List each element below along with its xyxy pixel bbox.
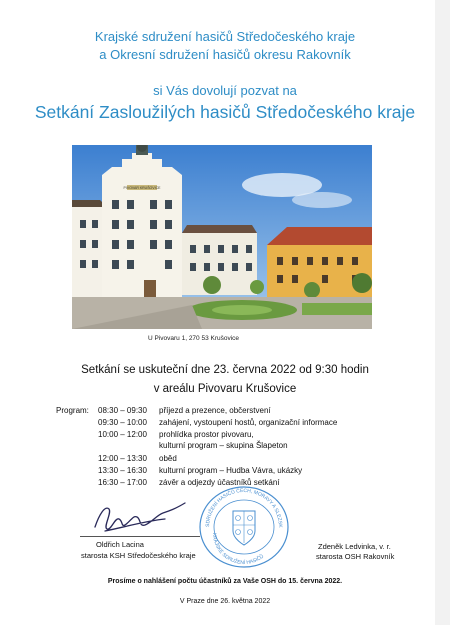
- program-desc: kulturní program – Hudba Vávra, ukázky: [159, 466, 303, 475]
- program-row: [98, 418, 388, 427]
- program-time: 10:00 – 12:00: [98, 430, 147, 439]
- program-row: [98, 466, 388, 475]
- document-date: V Praze dne 26. května 2022: [179, 598, 271, 605]
- program-time: 08:30 – 09:30: [98, 406, 147, 415]
- svg-text:SDRUŽENÍ HASIČŮ ČECH, MORAVY A: [197, 485, 283, 528]
- organizer-line-2: a Okresní sdružení hasičů okresu Rakovník: [99, 47, 351, 62]
- program-time: 13:30 – 16:30: [98, 466, 147, 475]
- program-row: [98, 406, 388, 415]
- signature-line: [80, 536, 200, 537]
- program-desc: závěr a odjezdy účastníků setkání: [159, 478, 280, 487]
- program-desc: kulturní program – skupina Šlapeton: [159, 441, 288, 450]
- program-row: [98, 454, 388, 463]
- signature-image: [85, 497, 200, 537]
- event-title: Setkání Zasloužilých hasičů Středočeského kraje: [34, 102, 416, 122]
- program-desc: zahájení, vystoupení hostů, organizační informace: [159, 418, 338, 427]
- photo-caption: U Pivovaru 1, 270 53 Krušovice: [148, 335, 240, 342]
- program-desc: prohlídka prostor pivovaru,: [159, 430, 254, 439]
- brewery-photo: [72, 145, 372, 329]
- event-venue-line: v areálu Pivovaru Krušovice: [153, 383, 297, 395]
- left-signatory-name: Oldřich Lacina: [96, 540, 144, 549]
- registration-note: Prosíme o nahlášení počtu účastníků za Vaše OSH do 15. června 2022.: [107, 578, 343, 585]
- program-row: [98, 430, 388, 439]
- organizer-line-1: Krajské sdružení hasičů Středočeského kraje: [94, 29, 356, 44]
- stamp-text-top: SDRUŽENÍ HASIČŮ ČECH, MORAVY A SLEZSK: [204, 487, 284, 528]
- svg-text:KRAJSKÉ SDRUŽENÍ HASIČŮ: [211, 533, 265, 566]
- program-desc: příjezd a prezence, občerstvení: [159, 406, 271, 415]
- program-desc: oběd: [159, 454, 177, 463]
- stamp-text-bottom: KRAJSKÉ SDRUŽENÍ HASIČŮ: [210, 532, 266, 567]
- invite-text: si Vás dovolují pozvat na: [153, 83, 297, 98]
- official-stamp: [197, 485, 291, 570]
- right-signatory-name: Zdeněk Ledvinka, v. r.: [318, 542, 391, 551]
- event-date-line: Setkání se uskuteční dne 23. června 2022 od 9:30 hodin: [81, 364, 369, 376]
- left-signatory-role: starosta KSH Středočeského kraje: [81, 551, 196, 560]
- program-time: 12:00 – 13:30: [98, 454, 147, 463]
- right-signatory-role: starosta OSH Rakovník: [316, 552, 395, 561]
- program-time: 09:30 – 10:00: [98, 418, 147, 427]
- program-label: Program:: [56, 406, 89, 415]
- program-row: [98, 441, 388, 450]
- brewery-sign-text: PIVOVAR KRUŠOVICE: [123, 186, 161, 190]
- program-time: 16:30 – 17:00: [98, 478, 147, 487]
